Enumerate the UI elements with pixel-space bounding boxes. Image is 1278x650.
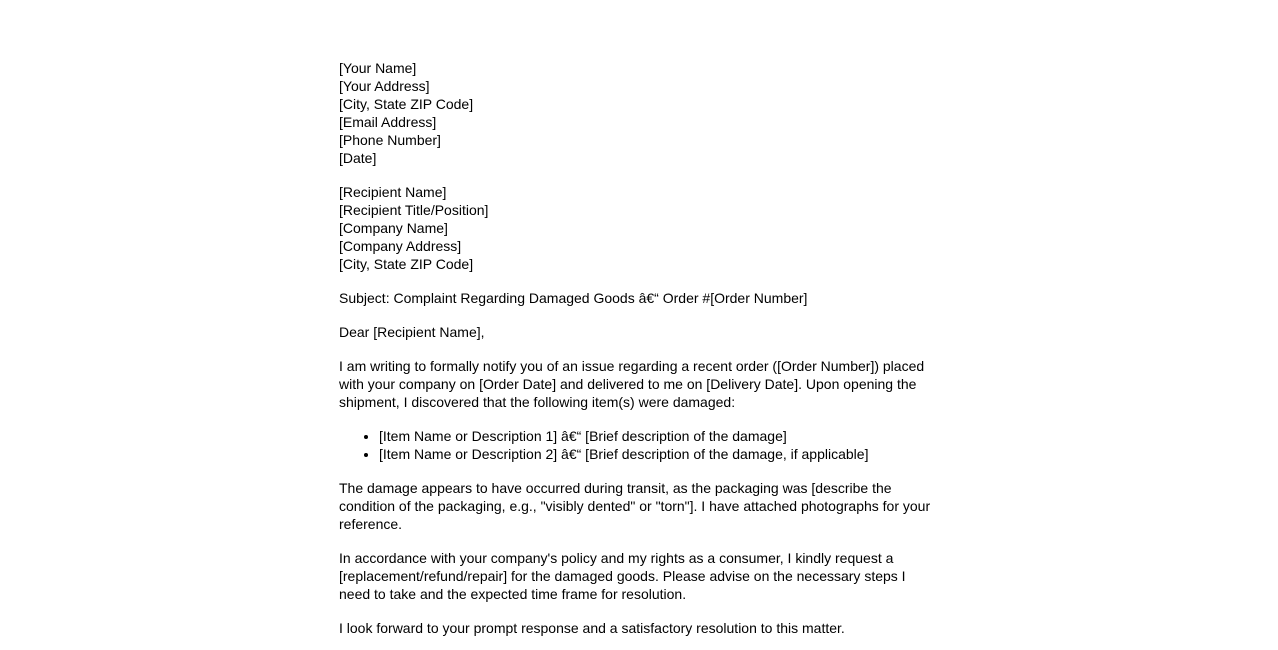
letter-document bbox=[339, 0, 939, 637]
sender-date-line: [Date] bbox=[339, 150, 377, 166]
intro-paragraph: I am writing to formally notify you of an issue regarding a recent order ([Order Number]) placed with your company on [Order Date] and delivered to me on [Delivery Date]. Upon opening the shipment, I discovered that the following item(s) were damaged: bbox=[339, 358, 925, 410]
damaged-item-2: • [Item Name or Description 2] â€“ [Brief description of the damage, if applicable] bbox=[379, 445, 939, 463]
recipient-block bbox=[339, 183, 939, 273]
damaged-items-list bbox=[339, 427, 939, 463]
closing-paragraph: I look forward to your prompt response and a satisfactory resolution to this matter. bbox=[339, 620, 845, 636]
sender-name-line: [Your Name] bbox=[339, 60, 417, 76]
damage-description-paragraph: The damage appears to have occurred during transit, as the packaging was [describe the condition of the packaging, e.g., "visibly dented" or "torn"]. I have attached photographs for your reference. bbox=[339, 480, 931, 532]
sender-city-line: [City, State ZIP Code] bbox=[339, 96, 474, 112]
sender-phone-line: [Phone Number] bbox=[339, 132, 441, 148]
recipient-name-line: [Recipient Name] bbox=[339, 184, 447, 200]
subject-line: Subject: Complaint Regarding Damaged Goods â€“ Order #[Order Number] bbox=[339, 290, 808, 306]
recipient-company-line: [Company Name] bbox=[339, 220, 448, 236]
sender-block bbox=[339, 59, 939, 167]
salutation: Dear [Recipient Name], bbox=[339, 324, 485, 340]
sender-email-line: [Email Address] bbox=[339, 114, 437, 130]
request-paragraph: In accordance with your company's policy and my rights as a consumer, I kindly request a [replacement/refund/repair] for the damaged goods. Please advise on the necessary steps I need to take and the expected time frame for resolution. bbox=[339, 550, 906, 602]
damaged-item-1: • [Item Name or Description 1] â€“ [Brief description of the damage] bbox=[379, 427, 939, 445]
recipient-title-line: [Recipient Title/Position] bbox=[339, 202, 489, 218]
recipient-address-line: [Company Address] bbox=[339, 238, 462, 254]
sender-address-line: [Your Address] bbox=[339, 78, 430, 94]
recipient-city-line: [City, State ZIP Code] bbox=[339, 256, 474, 272]
